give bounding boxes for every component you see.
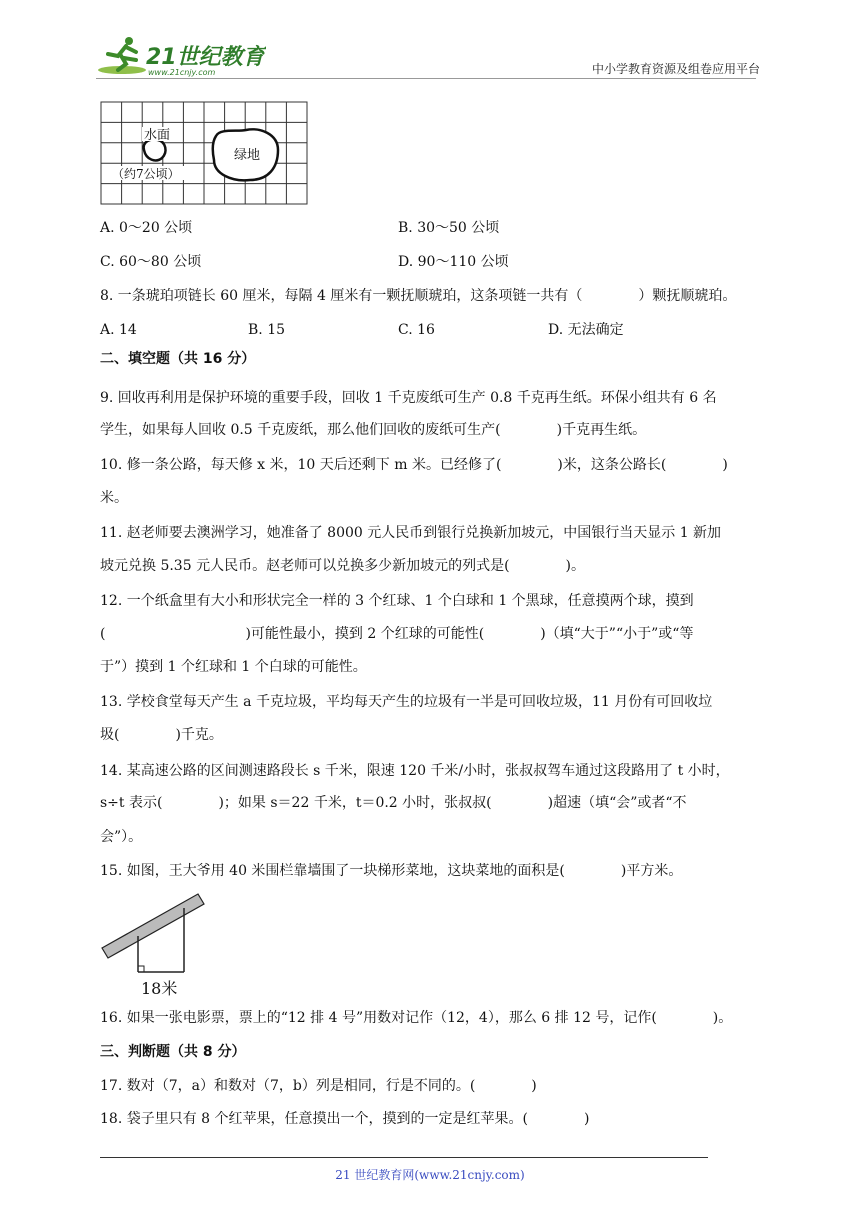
option-8a[interactable]: A. 14 <box>100 322 137 338</box>
section-3-heading: 三、判断题（共 8 分） <box>100 1044 246 1060</box>
question-17: 17. 数对（7，a）和数对（7，b）列是相同，行是不同的。( ) <box>100 1078 537 1094</box>
option-8b[interactable]: B. 15 <box>248 322 286 338</box>
question-8: 8. 一条琥珀项链长 60 厘米，每隔 4 厘米有一颗抚顺琥珀，这条项链一共有（ ）颗抚顺琥珀。 <box>100 288 737 304</box>
footer-divider <box>100 1157 708 1158</box>
wall-shape <box>102 894 204 958</box>
svg-text:www.21cnjy.com: www.21cnjy.com <box>148 68 216 77</box>
park-grid-svg <box>100 100 310 206</box>
question-12-line-1: 12. 一个纸盒里有大小和形状完全一样的 3 个红球、1 个白球和 1 个黑球，任意摸两个球，摸到 <box>100 593 694 609</box>
section-2-heading: 二、填空题（共 16 分） <box>100 351 256 367</box>
question-16: 16. 如果一张电影票，票上的“12 排 4 号”用数对记作（12，4），那么 6 排 12 号，记作( )。 <box>100 1010 733 1026</box>
question-10-line-2: 米。 <box>100 490 128 506</box>
option-8d[interactable]: D. 无法确定 <box>548 322 624 338</box>
runner-logo-icon <box>96 34 266 78</box>
question-11-line-2: 坡元兑换 5.35 元人民币。赵老师可以兑换多少新加坡元的列式是( )。 <box>100 558 585 574</box>
svg-text:（约7公顷）: （约7公顷） <box>112 167 180 181</box>
question-13-line-2: 圾( )千克。 <box>100 727 223 743</box>
trapezoid-svg <box>100 892 210 1002</box>
option-7b[interactable]: B. 30～50 公顷 <box>398 220 500 236</box>
question-14-line-2: s÷t 表示( )；如果 s＝22 千米，t＝0.2 小时，张叔叔( )超速（填“会”或者“不 <box>100 795 687 811</box>
question-11-line-1: 11. 赵老师要去澳洲学习，她准备了 8000 元人民币到银行兑换新加坡元，中国银行当天显示 1 新加 <box>100 525 722 541</box>
option-7c[interactable]: C. 60～80 公顷 <box>100 254 202 270</box>
option-7a[interactable]: A. 0～20 公顷 <box>100 220 193 236</box>
svg-text:21世纪教育: 21世纪教育 <box>146 45 265 70</box>
header-divider <box>96 78 756 79</box>
park-grid-figure <box>100 100 310 210</box>
question-14-line-3: 会”）。 <box>100 829 143 845</box>
svg-text:绿地: 绿地 <box>234 148 261 163</box>
question-14-line-1: 14. 某高速公路的区间测速路段长 s 千米，限速 120 千米/小时，张叔叔驾车通过这段路用了 t 小时， <box>100 763 730 779</box>
option-7d[interactable]: D. 90～110 公顷 <box>398 254 509 270</box>
option-8c[interactable]: C. 16 <box>398 322 435 338</box>
header-platform-text: 中小学教育资源及组卷应用平台 <box>591 62 760 76</box>
question-12-line-2: ( )可能性最小，摸到 2 个红球的可能性( )（填“大于”“小于”或“等 <box>100 626 694 642</box>
question-18: 18. 袋子里只有 8 个红苹果，任意摸出一个，摸到的一定是红苹果。( ) <box>100 1111 590 1127</box>
site-logo <box>96 34 266 78</box>
question-10-line-1: 10. 修一条公路，每天修 x 米，10 天后还剩下 m 米。已经修了( )米，这条公路长( ) <box>100 457 728 473</box>
question-12-line-3: 于”）摸到 1 个红球和 1 个白球的可能性。 <box>100 659 367 675</box>
question-13-line-1: 13. 学校食堂每天产生 a 千克垃圾，平均每天产生的垃圾有一半是可回收垃圾，11 月份有可回收垃 <box>100 694 713 710</box>
question-9-line-2: 学生，如果每人回收 0.5 千克废纸，那么他们回收的废纸可生产( )千克再生纸。 <box>100 422 647 438</box>
question-9-line-1: 9. 回收再利用是保护环境的重要手段，回收 1 千克废纸可生产 0.8 千克再生纸。环保小组共有 6 名 <box>100 390 717 406</box>
trapezoid-figure <box>100 892 210 1006</box>
footer-link[interactable]: 21 世纪教育网(www.21cnjy.com) <box>335 1168 525 1182</box>
svg-text:水面: 水面 <box>144 128 171 143</box>
question-15: 15. 如图，王大爷用 40 米围栏靠墙围了一块梯形菜地，这块菜地的面积是( )平方米。 <box>100 863 683 879</box>
svg-text:18米: 18米 <box>141 979 178 998</box>
